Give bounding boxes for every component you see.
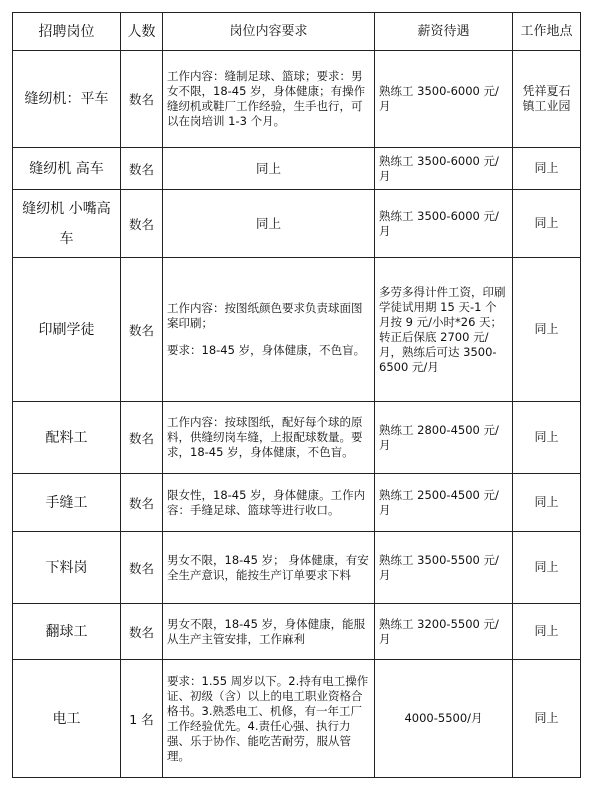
- salary-cell: 熟练工 3500-5500 元/月: [375, 532, 513, 604]
- count-cell: 数名: [121, 51, 163, 148]
- location-cell: 同上: [513, 148, 581, 190]
- count-cell: 数名: [121, 402, 163, 474]
- position-cell: 缝纫机：平车: [13, 51, 121, 148]
- salary-cell: 熟练工 3200-5500 元/月: [375, 604, 513, 660]
- count-cell: 数名: [121, 148, 163, 190]
- recruitment-table: [12, 12, 581, 778]
- count-cell: 1 名: [121, 660, 163, 778]
- salary-cell: 熟练工 2500-4500 元/月: [375, 474, 513, 532]
- header-requirements: 岗位内容要求: [163, 13, 375, 51]
- requirements-cell: 限女性，18-45 岁，身体健康。工作内容：手缝足球、篮球等进行收口。: [163, 474, 375, 532]
- salary-cell: 多劳多得计件工资，印刷学徒试用期 15 天-1 个月按 9 元/小时*26 天；转正后保底 2700 元/月，熟练后可达 3500-6500 元/月: [375, 258, 513, 402]
- position-cell: 电工: [13, 660, 121, 778]
- requirements-condition: 要求：18-45 岁，身体健康，不色盲。: [167, 343, 366, 357]
- location-cell: 同上: [513, 474, 581, 532]
- count-cell: 数名: [121, 190, 163, 258]
- table-row: [13, 402, 581, 474]
- table-row: [13, 660, 581, 778]
- requirements-cell: 同上: [163, 190, 375, 258]
- salary-cell: 熟练工 3500-6000 元/月: [375, 148, 513, 190]
- requirements-duty: 工作内容：按图纸颜色要求负责球面图案印刷；: [167, 301, 363, 330]
- position-cell: 缝纫机 小嘴高车: [13, 190, 121, 258]
- header-row: [13, 13, 581, 51]
- position-cell: 印刷学徒: [13, 258, 121, 402]
- location-cell: 同上: [513, 258, 581, 402]
- header-position: 招聘岗位: [13, 13, 121, 51]
- requirements-cell: 工作内容：按球图纸，配好每个球的原料，供缝纫岗车缝，上报配球数量。要求，18-45 岁，身体健康，不色盲。: [163, 402, 375, 474]
- position-cell: 手缝工: [13, 474, 121, 532]
- location-cell: 同上: [513, 402, 581, 474]
- header-salary: 薪资待遇: [375, 13, 513, 51]
- salary-cell: 熟练工 3500-6000 元/月: [375, 190, 513, 258]
- requirements-cell: 男女不限，18-45 岁； 身体健康，有安全生产意识，能按生产订单要求下料: [163, 532, 375, 604]
- salary-cell: 熟练工 2800-4500 元/月: [375, 402, 513, 474]
- table-row: [13, 148, 581, 190]
- requirements-cell: 同上: [163, 148, 375, 190]
- position-cell: 翻球工: [13, 604, 121, 660]
- requirements-cell: [163, 258, 375, 402]
- count-cell: 数名: [121, 604, 163, 660]
- location-cell: 同上: [513, 190, 581, 258]
- requirements-cell: 工作内容：缝制足球、篮球；要求：男女不限，18-45 岁，身体健康；有操作缝纫机或鞋厂工作经验，生手也行，可以在岗培训 1-3 个月。: [163, 51, 375, 148]
- location-cell: 凭祥夏石镇工业园: [513, 51, 581, 148]
- position-cell: 配料工: [13, 402, 121, 474]
- salary-cell: 熟练工 3500-6000 元/月: [375, 51, 513, 148]
- location-cell: 同上: [513, 604, 581, 660]
- salary-cell: 4000-5500/月: [375, 660, 513, 778]
- header-count: 人数: [121, 13, 163, 51]
- requirements-cell: 要求：1.55 周岁以下。2.持有电工操作证、初级（含）以上的电工职业资格合格书。3.熟悉电工、机修，有一年工厂工作经验优先。4.责任心强、执行力强、乐于协作、能吃苦耐劳，服从管理。: [163, 660, 375, 778]
- count-cell: 数名: [121, 258, 163, 402]
- position-cell: 缝纫机 高车: [13, 148, 121, 190]
- location-cell: 同上: [513, 532, 581, 604]
- count-cell: 数名: [121, 532, 163, 604]
- table-row: [13, 604, 581, 660]
- table-row: [13, 51, 581, 148]
- header-location: 工作地点: [513, 13, 581, 51]
- count-cell: 数名: [121, 474, 163, 532]
- table-row: [13, 474, 581, 532]
- table-row: [13, 532, 581, 604]
- table-row: [13, 190, 581, 258]
- requirements-cell: 男女不限，18-45 岁，身体健康，能服从生产主管安排，工作麻利: [163, 604, 375, 660]
- position-cell: 下料岗: [13, 532, 121, 604]
- table-row: [13, 258, 581, 402]
- location-cell: 同上: [513, 660, 581, 778]
